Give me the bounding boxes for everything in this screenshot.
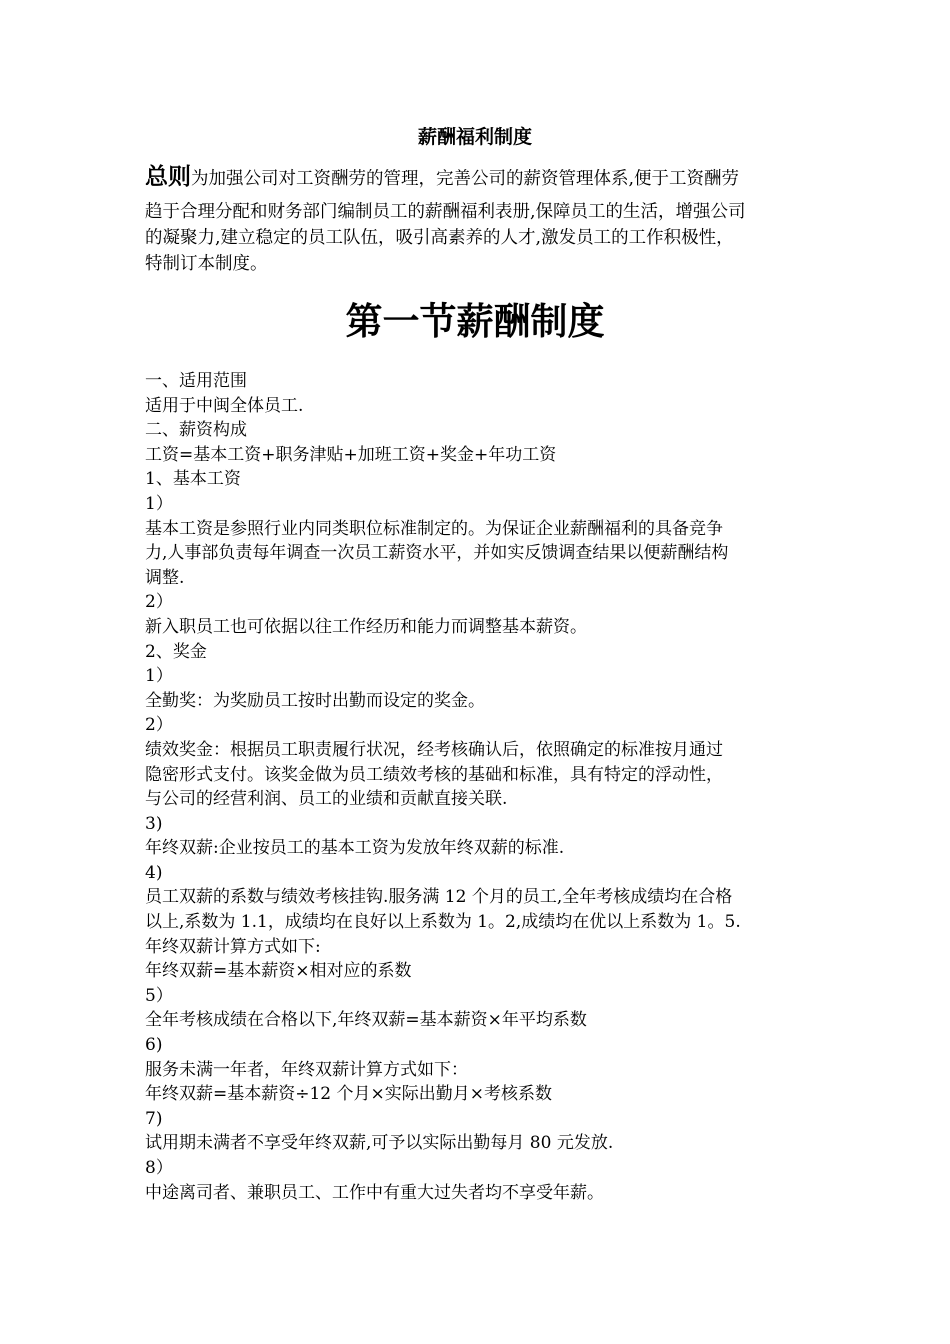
body-line: 8） bbox=[145, 1158, 173, 1178]
body-line: 2） bbox=[145, 592, 173, 613]
body-line: 全年考核成绩在合格以下,年终双薪=基本薪资×年平均系数 bbox=[145, 1010, 587, 1031]
body-line: 隐密形式支付。该奖金做为员工绩效考核的基础和标准，具有特定的浮动性， bbox=[145, 764, 723, 785]
body-line: 二、薪资构成 bbox=[145, 420, 247, 441]
body-line: 全勤奖：为奖励员工按时出勤而设定的奖金。 bbox=[145, 690, 485, 711]
body-line: 5） bbox=[145, 985, 173, 1006]
section-body bbox=[145, 369, 815, 1205]
body-line: 6) bbox=[145, 1035, 163, 1056]
body-line: 2） bbox=[145, 715, 173, 736]
intro-first-line bbox=[145, 160, 815, 196]
body-line: 2、奖金 bbox=[145, 641, 207, 662]
body-line: 基本工资是参照行业内同类职位标准制定的。为保证企业薪酬福利的具备竞争 bbox=[145, 518, 723, 539]
body-line: 一、适用范围 bbox=[145, 371, 247, 391]
body-line: 年终双薪计算方式如下: bbox=[145, 936, 321, 957]
intro-line: 的凝聚力,建立稳定的员工队伍，吸引高素养的人才,激发员工的工作积极性， bbox=[145, 228, 734, 248]
body-line: 以上,系数为 1.1，成绩均在良好以上系数为 1。2,成绩均在优以上系数为 1。5. bbox=[145, 912, 741, 933]
body-line: 员工双薪的系数与绩效考核挂钩.服务满 12 个月的员工,全年考核成绩均在合格 bbox=[145, 887, 733, 908]
body-line: 与公司的经营利润、员工的业绩和贡献直接关联. bbox=[145, 789, 508, 810]
body-line: 调整. bbox=[145, 567, 185, 588]
body-line: 绩效奖金：根据员工职责履行状况，经考核确认后，依照确定的标准按月通过 bbox=[145, 739, 723, 760]
intro-line: 特制订本制度。 bbox=[145, 254, 268, 274]
body-line: 中途离司者、兼职员工、工作中有重大过失者均不享受年薪。 bbox=[145, 1182, 604, 1203]
body-line: 年终双薪=基本薪资÷12 个月×实际出勤月×考核系数 bbox=[145, 1084, 553, 1105]
intro-first-text: 为加强公司对工资酬劳的管理，完善公司的薪资管理体系,便于工资酬劳 bbox=[191, 169, 740, 189]
document-title: 薪酬福利制度 bbox=[417, 126, 532, 148]
body-line: 年终双薪=基本薪资×相对应的系数 bbox=[145, 961, 412, 982]
body-line: 3) bbox=[145, 813, 163, 834]
section-title: 第一节薪酬制度 bbox=[345, 300, 605, 343]
body-line: 1） bbox=[145, 493, 173, 514]
body-line: 力,人事部负责每年调查一次员工薪资水平，并如实反馈调查结果以便薪酬结构 bbox=[145, 543, 729, 564]
intro-paragraph bbox=[145, 199, 815, 277]
body-line: 适用于中闽全体员工. bbox=[145, 395, 304, 416]
body-line: 工资=基本工资+职务津贴+加班工资+奖金+年功工资 bbox=[145, 444, 557, 465]
body-line: 1、基本工资 bbox=[145, 469, 241, 490]
intro-line: 趋于合理分配和财务部门编制员工的薪酬福利表册,保障员工的生活，增强公司 bbox=[145, 202, 746, 222]
body-line: 服务未满一年者，年终双薪计算方式如下： bbox=[145, 1059, 468, 1080]
body-line: 新入职员工也可依据以往工作经历和能力而调整基本薪资。 bbox=[145, 616, 587, 637]
body-line: 年终双薪:企业按员工的基本工资为发放年终双薪的标准. bbox=[145, 838, 565, 859]
body-line: 4) bbox=[145, 862, 163, 883]
body-line: 7) bbox=[145, 1108, 163, 1129]
body-line: 试用期未满者不享受年终双薪,可予以实际出勤每月 80 元发放. bbox=[145, 1133, 614, 1154]
intro-lead-heading: 总则 bbox=[145, 164, 191, 190]
body-line: 1） bbox=[145, 666, 173, 687]
